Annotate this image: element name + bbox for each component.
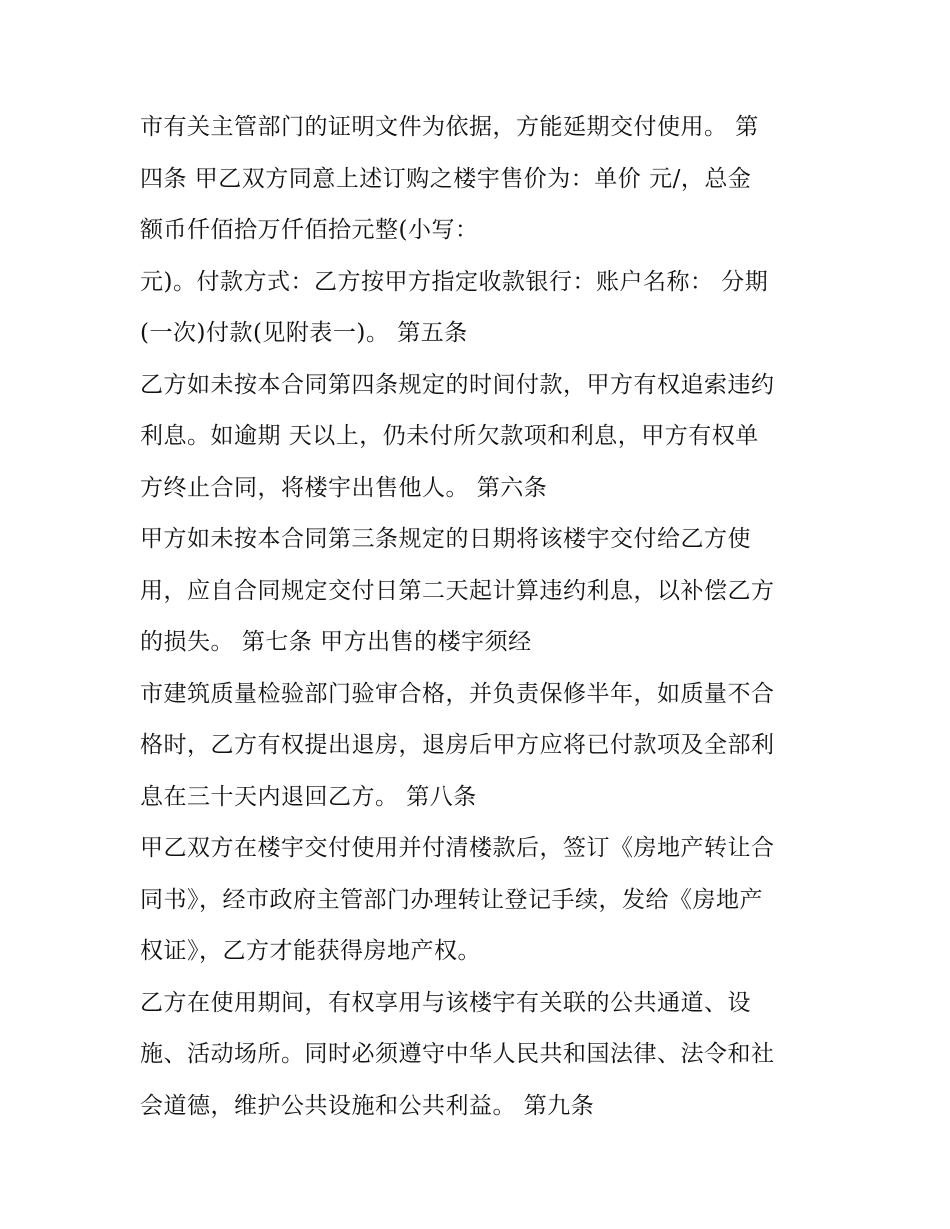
text-line: 权证》，乙方才能获得房地产权。 [140,938,481,964]
text-line: 息在三十天内退回乙方。 第八条 [140,783,477,810]
text-line: 格时，乙方有权提出退房，退房后甲方应将已付款项及全部利 [140,732,775,758]
text-line: 乙方在使用期间，有权享用与该楼宇有关联的公共通道、设 [140,989,751,1016]
text-line: 会道德，维护公共设施和公共利益。 第九条 [140,1092,595,1119]
text-line: 施、活动场所。同时必须遵守中华人民共和国法律、法令和社 [140,1041,775,1067]
text-line: (一次)付款(见附表一)。 第五条 [140,320,468,346]
text-line: 额币仟佰拾万仟佰拾元整(小写： [140,217,479,243]
text-line: 利息。如逾期 天以上，仍未付所欠款项和利息，甲方有权单 [140,423,759,449]
text-line: 元)。付款方式：乙方按甲方指定收款银行：账户名称： 分期 [140,268,769,295]
text-line: 市建筑质量检验部门验审合格，并负责保修半年，如质量不合 [140,680,775,707]
text-line: 甲方如未按本合同第三条规定的日期将该楼宇交付给乙方使 [140,526,751,552]
text-line: 方终止合同，将楼宇出售他人。 第六条 [140,474,548,501]
document-body [140,102,820,1132]
text-line: 四条 甲乙双方同意上述订购之楼宇售价为：单价 元/，总金 [140,165,752,192]
text-line: 同书》，经市政府主管部门办理转让登记手续，发给《房地产 [140,886,763,913]
text-line: 乙方如未按本合同第四条规定的时间付款，甲方有权追索违约 [140,371,775,398]
text-line: 的损失。 第七条 甲方出售的楼宇须经 [140,629,532,655]
text-line: 甲乙双方在楼宇交付使用并付清楼款后，签订《房地产转让合 [140,835,775,861]
text-line: 市有关主管部门的证明文件为依据，方能延期交付使用。 第 [140,114,759,140]
text-line: 用，应自合同规定交付日第二天起计算违约利息，以补偿乙方 [140,577,775,604]
